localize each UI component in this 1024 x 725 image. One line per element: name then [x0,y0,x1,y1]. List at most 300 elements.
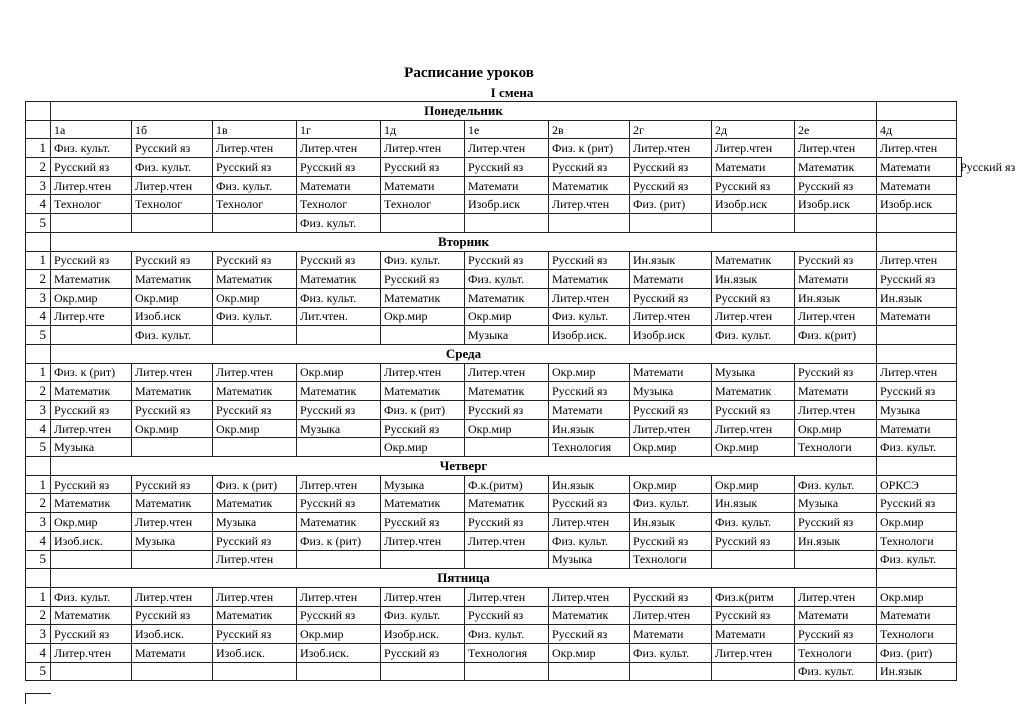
day-name: Среда [51,344,877,363]
lesson-cell: Ин.язык [549,475,630,494]
lesson-cell: Литер.чтен [132,513,213,532]
lesson-cell: Физ. культ. [213,176,297,195]
lesson-cell: Физ. культ. [297,214,381,233]
lesson-cell: Русский яз [51,625,132,644]
lesson-cell: Математик [132,382,213,401]
lesson-cell: Ин.язык [630,513,712,532]
class-header-cell: 2г [630,120,712,139]
lesson-cell: Математи [630,625,712,644]
lesson-cell: Ин.язык [877,288,957,307]
day-header-spacer [26,457,51,476]
lesson-cell: Окр.мир [877,587,957,606]
lesson-cell: Литер.чтен [51,419,132,438]
lesson-cell: Окр.мир [549,363,630,382]
lesson-cell: Русский яз [712,176,795,195]
lesson-cell: Математи [712,158,795,177]
lesson-cell [465,550,549,569]
class-header-cell: 4д [877,120,957,139]
lesson-cell [213,662,297,681]
lesson-cell [297,438,381,457]
lesson-cell [877,214,957,233]
lesson-cell: Русский яз [795,625,877,644]
lesson-cell: Музыка [132,531,213,550]
lesson-cell [51,326,132,345]
lesson-cell: Музыка [630,382,712,401]
lesson-number: 3 [26,288,51,307]
lesson-row [26,307,962,326]
lesson-cell: Окр.мир [465,307,549,326]
lesson-cell: Математик [51,606,132,625]
lesson-cell: Русский яз [213,401,297,420]
lesson-cell: Русский яз [51,251,132,270]
lesson-cell: Русский яз [297,494,381,513]
lesson-cell: Ин.язык [795,531,877,550]
lesson-row [26,550,962,569]
lesson-cell: Математик [132,494,213,513]
lesson-cell: Физ. культ. [712,326,795,345]
lesson-cell: Музыка [877,401,957,420]
lesson-row [26,438,962,457]
lesson-cell: Литер.чте [51,307,132,326]
lesson-number: 4 [26,195,51,214]
lesson-cell: Русский яз [465,606,549,625]
lesson-cell [132,550,213,569]
lesson-row [26,606,962,625]
lesson-cell: Ин.язык [712,270,795,289]
lesson-cell: Русский яз [795,513,877,532]
lesson-cell: Изоб.иск [132,307,213,326]
lesson-cell [132,214,213,233]
lesson-cell: Технологи [795,438,877,457]
day-name: Четверг [51,457,877,476]
lesson-cell: Ин.язык [630,251,712,270]
table-corner-line [25,693,51,704]
lesson-cell: Русский яз [877,494,957,513]
lesson-cell: Русский яз [132,401,213,420]
lesson-cell: Русский яз [549,382,630,401]
day-header-spacer [26,569,51,588]
lesson-cell: Математик [549,176,630,195]
lesson-cell: Литер.чтен [213,139,297,158]
lesson-cell: Математик [712,382,795,401]
lesson-cell: Русский яз [549,158,630,177]
lesson-cell: Физ. культ. [877,438,957,457]
lesson-cell [51,662,132,681]
lesson-cell: Музыка [712,363,795,382]
lesson-cell: Окр.мир [381,438,465,457]
day-header-spacer [877,232,957,251]
lesson-cell [381,662,465,681]
lesson-cell: Музыка [549,550,630,569]
lesson-cell: Изобр.иск [630,326,712,345]
lesson-row [26,214,962,233]
lesson-cell: Изобр.иск. [381,625,465,644]
lesson-cell: Русский яз [877,270,957,289]
lesson-cell: Математик [795,158,877,177]
day-name: Вторник [51,232,877,251]
class-header-cell: 2в [549,120,630,139]
lesson-number: 1 [26,251,51,270]
day-name: Пятница [51,569,877,588]
lesson-row [26,270,962,289]
lesson-cell: Русский яз [213,251,297,270]
lesson-cell: Русский яз [549,625,630,644]
lesson-cell: Математи [877,419,957,438]
shift-label: I смена [490,85,534,100]
lesson-cell: Математик [465,494,549,513]
day-header-spacer [877,457,957,476]
lesson-cell: Русский яз [630,158,712,177]
lesson-cell: Литер.чтен [51,176,132,195]
day-name: Понедельник [51,102,877,121]
lesson-cell: Математик [213,270,297,289]
lesson-cell: Литер.чтен [465,363,549,382]
lesson-cell: Ин.язык [877,662,957,681]
lesson-cell [630,662,712,681]
lesson-cell: Русский яз [795,176,877,195]
lesson-cell [877,326,957,345]
lesson-number: 2 [26,158,51,177]
lesson-cell: Русский яз [465,158,549,177]
lesson-number: 1 [26,475,51,494]
lesson-number: 4 [26,307,51,326]
lesson-cell: Литер.чтен [877,363,957,382]
lesson-cell: Русский яз [297,251,381,270]
lesson-cell: Математи [465,176,549,195]
day-header-spacer [26,344,51,363]
lesson-cell: Русский яз [132,475,213,494]
lesson-cell [213,326,297,345]
lesson-number: 1 [26,587,51,606]
lesson-number: 5 [26,214,51,233]
lesson-number: 5 [26,326,51,345]
day-header-row [26,344,962,363]
lesson-cell: Изоб.иск. [51,531,132,550]
class-header-cell: 2д [712,120,795,139]
lesson-cell [712,214,795,233]
lesson-row [26,251,962,270]
lesson-row [26,401,962,420]
lesson-row [26,176,962,195]
lesson-cell: Физ. культ. [712,513,795,532]
lesson-cell: Математи [795,270,877,289]
lesson-cell: Лит.чтен. [297,307,381,326]
lesson-cell: Русский яз [465,251,549,270]
lesson-cell: Физ. культ. [630,643,712,662]
lesson-cell: Русский яз [877,382,957,401]
lesson-cell [712,550,795,569]
lesson-cell [51,550,132,569]
lesson-cell: Математи [712,625,795,644]
lesson-cell: Физ. к (рит) [297,531,381,550]
day-header-spacer [877,344,957,363]
lesson-number: 5 [26,438,51,457]
lesson-cell: Ин.язык [795,288,877,307]
lesson-cell: Физ. к (рит) [213,475,297,494]
lesson-cell: Литер.чтен [712,419,795,438]
day-header-spacer [26,102,51,121]
lesson-cell: Литер.чтен [132,176,213,195]
lesson-cell: Технология [465,643,549,662]
lesson-cell: Окр.мир [297,363,381,382]
lesson-cell: Технолог [381,195,465,214]
lesson-cell: Литер.чтен [877,251,957,270]
lesson-cell: Русский яз [297,401,381,420]
class-header-cell: 1в [213,120,297,139]
lesson-cell: Математи [132,643,213,662]
lesson-cell: Технологи [877,531,957,550]
day-header-spacer [877,102,957,121]
lesson-cell [630,214,712,233]
lesson-cell: Изоб.иск. [297,643,381,662]
lesson-cell: Математик [297,513,381,532]
lesson-cell: Окр.мир [213,288,297,307]
corner-cell [26,120,51,139]
lesson-cell: Физ.к(ритм [712,587,795,606]
lesson-cell: Физ. культ. [465,625,549,644]
lesson-cell: Изобр.иск [795,195,877,214]
lesson-cell: Русский яз [51,401,132,420]
lesson-number: 5 [26,550,51,569]
lesson-cell: Окр.мир [132,419,213,438]
lesson-row [26,513,962,532]
lesson-cell: Окр.мир [213,419,297,438]
lesson-number: 3 [26,401,51,420]
lesson-cell [132,438,213,457]
lesson-cell [213,214,297,233]
lesson-cell: Литер.чтен [712,139,795,158]
lesson-cell: Литер.чтен [549,587,630,606]
lesson-cell: Русский яз [132,606,213,625]
lesson-cell: Литер.чтен [795,401,877,420]
lesson-cell [297,550,381,569]
lesson-cell [465,662,549,681]
lesson-cell: Изобр.иск [712,195,795,214]
lesson-cell: Литер.чтен [51,643,132,662]
lesson-cell: Физ. культ. [795,475,877,494]
day-header-row [26,569,962,588]
lesson-cell: Физ. культ. [549,307,630,326]
lesson-row [26,195,962,214]
lesson-cell: Русский яз [297,158,381,177]
lesson-cell: Русский яз [213,158,297,177]
lesson-cell [712,662,795,681]
lesson-cell: Русский яз [381,419,465,438]
lesson-cell: Литер.чтен [297,587,381,606]
lesson-cell: Окр.мир [712,438,795,457]
lesson-cell: Технолог [297,195,381,214]
lesson-cell: Математи [297,176,381,195]
lesson-cell: Русский яз [630,176,712,195]
lesson-row [26,382,962,401]
lesson-cell: Технолог [51,195,132,214]
lesson-cell: Окр.мир [297,625,381,644]
lesson-cell: Русский яз [630,288,712,307]
lesson-cell: Музыка [213,513,297,532]
schedule-table [25,101,1016,681]
lesson-cell: Математик [381,494,465,513]
lesson-cell [132,662,213,681]
lesson-cell: Окр.мир [630,475,712,494]
lesson-cell: Литер.чтен [549,513,630,532]
lesson-cell: Математи [630,270,712,289]
lesson-row [26,326,962,345]
lesson-cell: Изобр.иск [465,195,549,214]
lesson-cell: Русский яз [132,139,213,158]
lesson-cell: Математи [877,176,957,195]
lesson-cell: Литер.чтен [549,288,630,307]
lesson-cell: Литер.чтен [297,139,381,158]
lesson-cell: Физ. культ. [51,587,132,606]
lesson-cell: Русский яз [712,606,795,625]
lesson-cell: Окр.мир [51,288,132,307]
lesson-cell: Физ. к (рит) [51,363,132,382]
lesson-cell: Физ. к (рит) [381,401,465,420]
lesson-number: 4 [26,531,51,550]
lesson-cell: Русский яз [51,158,132,177]
lesson-cell: Математик [213,606,297,625]
lesson-cell [381,326,465,345]
lesson-cell: Окр.мир [465,419,549,438]
lesson-number: 2 [26,382,51,401]
lesson-row [26,139,962,158]
lesson-cell: Математик [297,382,381,401]
lesson-number: 2 [26,270,51,289]
lesson-cell: Русский яз [381,643,465,662]
lesson-row [26,625,962,644]
lesson-cell: Физ. культ. [549,531,630,550]
lesson-cell [465,438,549,457]
lesson-cell: Физ. (рит) [877,643,957,662]
lesson-cell: Физ. культ. [795,662,877,681]
lesson-row [26,587,962,606]
lesson-cell: Литер.чтен [549,195,630,214]
class-header-cell: 1а [51,120,132,139]
lesson-cell: Русский яз [712,288,795,307]
lesson-cell [549,214,630,233]
lesson-cell: Музыка [795,494,877,513]
lesson-row [26,531,962,550]
lesson-cell: Физ. культ. [381,606,465,625]
day-header-row [26,102,962,121]
lesson-number: 4 [26,419,51,438]
lesson-row [26,363,962,382]
lesson-cell: Литер.чтен [465,587,549,606]
lesson-cell: Математик [51,382,132,401]
lesson-cell: Литер.чтен [630,606,712,625]
day-header-spacer [26,232,51,251]
lesson-number: 3 [26,625,51,644]
lesson-cell [297,662,381,681]
lesson-cell: Окр.мир [132,288,213,307]
lesson-number: 5 [26,662,51,681]
lesson-cell: Физ. культ. [465,270,549,289]
lesson-cell: Физ. культ. [877,550,957,569]
lesson-cell: Русский яз [549,494,630,513]
lesson-number: 2 [26,494,51,513]
lesson-cell: Русский яз [132,251,213,270]
day-header-spacer [877,569,957,588]
lesson-row [26,643,962,662]
lesson-cell: Технолог [213,195,297,214]
lesson-cell [549,662,630,681]
lesson-cell: ОРКСЭ [877,475,957,494]
lesson-cell: Физ. культ. [132,158,213,177]
lesson-cell: Математик [549,270,630,289]
lesson-cell: Математи [549,401,630,420]
lesson-cell: Русский яз [549,251,630,270]
lesson-cell: Математик [297,270,381,289]
lesson-cell: Литер.чтен [795,139,877,158]
lesson-cell: Математик [132,270,213,289]
lesson-number: 2 [26,606,51,625]
lesson-cell: Литер.чтен [795,587,877,606]
page-title: Расписание уроков [404,65,534,81]
lesson-cell: Окр.мир [630,438,712,457]
day-header-row [26,232,962,251]
lesson-cell: Русский яз [630,401,712,420]
class-header-cell: 1б [132,120,213,139]
lesson-cell: Математик [465,382,549,401]
lesson-cell: Литер.чтен [381,531,465,550]
lesson-cell: Русский яз [213,625,297,644]
lesson-cell: Математик [381,288,465,307]
lesson-cell: Изобр.иск [877,195,957,214]
lesson-cell: Литер.чтен [132,363,213,382]
lesson-cell: Русский яз [51,475,132,494]
lesson-cell: Математик [213,494,297,513]
lesson-cell [381,214,465,233]
lesson-cell: Литер.чтен [877,139,957,158]
lesson-cell: Русский яз [381,270,465,289]
lesson-cell: Физ. культ. [51,139,132,158]
lesson-cell: Математи [795,382,877,401]
lesson-cell: Музыка [51,438,132,457]
lesson-cell: Математи [795,606,877,625]
lesson-cell: Физ. к(рит) [795,326,877,345]
lesson-cell: Русский яз [712,531,795,550]
lesson-cell: Изоб.иск. [213,643,297,662]
lesson-cell: Музыка [297,419,381,438]
lesson-cell: Литер.чтен [381,363,465,382]
lesson-cell: Литер.чтен [381,139,465,158]
lesson-cell: Ф.к.(ритм) [465,475,549,494]
lesson-cell: Литер.чтен [297,475,381,494]
lesson-cell: Окр.мир [877,513,957,532]
lesson-cell: Математи [381,176,465,195]
lesson-row [26,288,962,307]
lesson-cell: Ин.язык [712,494,795,513]
lesson-cell [795,214,877,233]
lesson-cell: Литер.чтен [630,419,712,438]
lesson-cell: Математи [877,307,957,326]
class-header-cell: 1г [297,120,381,139]
lesson-cell: Литер.чтен [795,307,877,326]
lesson-cell: Ин.язык [549,419,630,438]
lesson-row [26,158,962,177]
lesson-number: 3 [26,513,51,532]
lesson-cell: Русский яз [630,587,712,606]
lesson-cell: Литер.чтен [630,307,712,326]
lesson-cell: Физ. культ. [213,307,297,326]
lesson-cell: Технолог [132,195,213,214]
lesson-cell: Русский яз [795,251,877,270]
lesson-cell: Физ. культ. [297,288,381,307]
lesson-cell [381,550,465,569]
lesson-cell [297,326,381,345]
lesson-cell: Русский яз [381,158,465,177]
lesson-cell: Физ. культ. [630,494,712,513]
